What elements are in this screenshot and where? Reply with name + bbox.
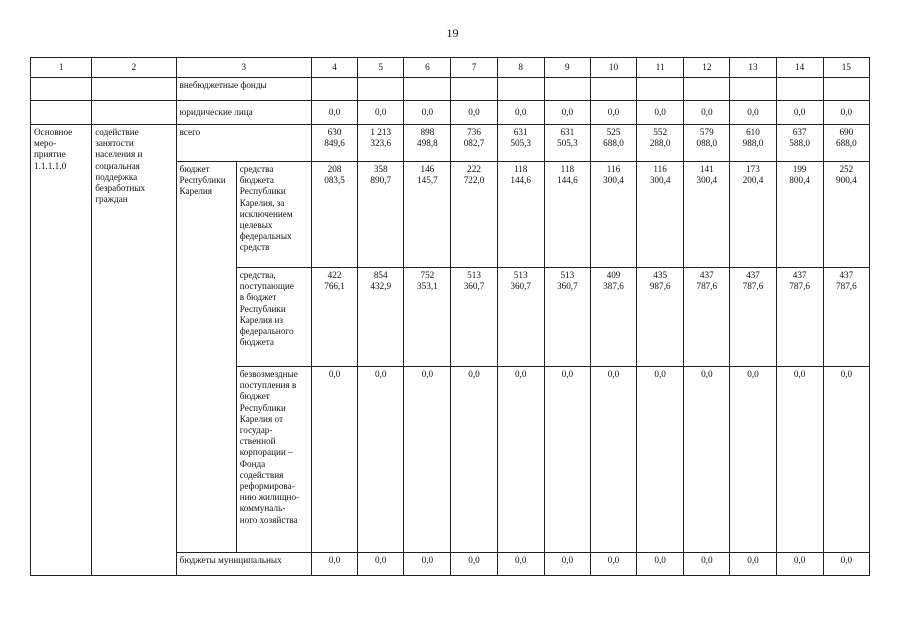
value-cell: 0,0 xyxy=(311,101,357,125)
empty-cell xyxy=(92,78,176,101)
value-cell: 0,0 xyxy=(684,101,730,125)
value-cell: 0,0 xyxy=(358,101,404,125)
value-cell: 0,0 xyxy=(776,367,823,553)
value-cell: 898 498,8 xyxy=(404,125,451,162)
budget-group-label: бюджет Республики Карелия xyxy=(176,162,236,553)
table-header-row xyxy=(31,58,870,78)
value-cell: 0,0 xyxy=(544,553,590,576)
value-cell: 630 849,6 xyxy=(311,125,357,162)
value-cell: 199 800,4 xyxy=(776,162,823,268)
empty-cell xyxy=(31,78,92,101)
header-cell: 8 xyxy=(497,58,544,78)
table-row xyxy=(31,78,870,101)
value-cell: 222 722,0 xyxy=(451,162,497,268)
value-cell: 552 288,0 xyxy=(637,125,684,162)
header-cell: 5 xyxy=(358,58,404,78)
row-label: бюджеты муниципальных xyxy=(176,553,311,576)
value-cell: 631 505,3 xyxy=(544,125,590,162)
value-cell: 0,0 xyxy=(451,101,497,125)
value-cell: 0,0 xyxy=(637,553,684,576)
value-cell: 0,0 xyxy=(404,367,451,553)
value-cell: 0,0 xyxy=(823,553,869,576)
value-cell: 437 787,6 xyxy=(823,268,869,367)
header-cell: 12 xyxy=(684,58,730,78)
value-cell: 358 890,7 xyxy=(358,162,404,268)
value-cell: 0,0 xyxy=(404,553,451,576)
value-cell: 513 360,7 xyxy=(544,268,590,367)
empty-cell xyxy=(92,101,176,125)
header-cell: 15 xyxy=(823,58,869,78)
value-cell: 0,0 xyxy=(590,553,636,576)
value-cell: 752 353,1 xyxy=(404,268,451,367)
header-cell: 4 xyxy=(311,58,357,78)
value-cell: 0,0 xyxy=(590,367,636,553)
value-cell: 173 200,4 xyxy=(730,162,776,268)
value-cell: 118 144,6 xyxy=(544,162,590,268)
value-cell: 0,0 xyxy=(497,553,544,576)
value-cell: 0,0 xyxy=(311,367,357,553)
header-cell: 7 xyxy=(451,58,497,78)
value-cell: 0,0 xyxy=(730,367,776,553)
header-cell: 2 xyxy=(92,58,176,78)
value-cell: 146 145,7 xyxy=(404,162,451,268)
header-cell: 14 xyxy=(776,58,823,78)
value-cell: 0,0 xyxy=(590,101,636,125)
value-cell: 208 083,5 xyxy=(311,162,357,268)
empty-cell xyxy=(404,78,451,101)
value-cell: 0,0 xyxy=(730,553,776,576)
value-cell: 0,0 xyxy=(404,101,451,125)
value-cell: 409 387,6 xyxy=(590,268,636,367)
row-label: всего xyxy=(176,125,311,162)
value-cell: 437 787,6 xyxy=(776,268,823,367)
value-cell: 422 766,1 xyxy=(311,268,357,367)
header-cell: 9 xyxy=(544,58,590,78)
empty-cell xyxy=(451,78,497,101)
empty-cell xyxy=(590,78,636,101)
empty-cell xyxy=(311,78,357,101)
value-cell: 116 300,4 xyxy=(637,162,684,268)
value-cell: 116 300,4 xyxy=(590,162,636,268)
header-cell: 10 xyxy=(590,58,636,78)
value-cell: 0,0 xyxy=(776,101,823,125)
header-cell: 3 xyxy=(176,58,311,78)
value-cell: 610 988,0 xyxy=(730,125,776,162)
value-cell: 631 505,3 xyxy=(497,125,544,162)
empty-cell xyxy=(544,78,590,101)
value-cell: 0,0 xyxy=(823,367,869,553)
row-label: средства бюджета Республики Карелия, за исключением целевых федеральных средств xyxy=(236,162,311,268)
header-cell: 1 xyxy=(31,58,92,78)
value-cell: 437 787,6 xyxy=(730,268,776,367)
value-cell: 0,0 xyxy=(451,553,497,576)
value-cell: 0,0 xyxy=(451,367,497,553)
empty-cell xyxy=(497,78,544,101)
value-cell: 0,0 xyxy=(776,553,823,576)
header-cell: 6 xyxy=(404,58,451,78)
value-cell: 637 588,0 xyxy=(776,125,823,162)
page-number: 19 xyxy=(446,26,459,40)
value-cell: 0,0 xyxy=(544,367,590,553)
table-row xyxy=(31,125,870,162)
empty-cell xyxy=(637,78,684,101)
empty-cell xyxy=(730,78,776,101)
empty-cell xyxy=(823,78,869,101)
row-label: безвозмездные поступления в бюджет Республики Карелия от государ- ственной корпорации – Фонда содействия реформирова- нию жилищно- коммуналь- ного хозяйства xyxy=(236,367,311,553)
row-label: средства, поступающие в бюджет Республики Карелия из федерального бюджета xyxy=(236,268,311,367)
empty-cell xyxy=(776,78,823,101)
value-cell: 118 144,6 xyxy=(497,162,544,268)
value-cell: 0,0 xyxy=(497,101,544,125)
empty-cell xyxy=(684,78,730,101)
value-cell: 0,0 xyxy=(358,553,404,576)
value-cell: 690 688,0 xyxy=(823,125,869,162)
value-cell: 736 082,7 xyxy=(451,125,497,162)
value-cell: 437 787,6 xyxy=(684,268,730,367)
value-cell: 435 987,6 xyxy=(637,268,684,367)
budget-table xyxy=(30,57,870,576)
value-cell: 0,0 xyxy=(684,367,730,553)
row-label: юридические лица xyxy=(176,101,311,125)
value-cell: 0,0 xyxy=(684,553,730,576)
header-cell: 11 xyxy=(637,58,684,78)
measure-code-cell: Основное меро- приятие 1.1.1.1.0 xyxy=(31,125,92,576)
value-cell: 0,0 xyxy=(730,101,776,125)
value-cell: 252 900,4 xyxy=(823,162,869,268)
value-cell: 141 300,4 xyxy=(684,162,730,268)
value-cell: 0,0 xyxy=(544,101,590,125)
value-cell: 0,0 xyxy=(823,101,869,125)
value-cell: 0,0 xyxy=(497,367,544,553)
value-cell: 0,0 xyxy=(311,553,357,576)
empty-cell xyxy=(31,101,92,125)
header-cell: 13 xyxy=(730,58,776,78)
value-cell: 0,0 xyxy=(637,367,684,553)
value-cell: 0,0 xyxy=(358,367,404,553)
table-row xyxy=(31,101,870,125)
measure-name-cell: содействие занятости населения и социальная поддержка безработных граждан xyxy=(92,125,176,576)
value-cell: 525 688,0 xyxy=(590,125,636,162)
empty-cell xyxy=(358,78,404,101)
value-cell: 854 432,9 xyxy=(358,268,404,367)
row-label: внебюджетные фонды xyxy=(176,78,311,101)
value-cell: 1 213 323,6 xyxy=(358,125,404,162)
value-cell: 0,0 xyxy=(637,101,684,125)
value-cell: 513 360,7 xyxy=(451,268,497,367)
value-cell: 579 088,0 xyxy=(684,125,730,162)
value-cell: 513 360,7 xyxy=(497,268,544,367)
